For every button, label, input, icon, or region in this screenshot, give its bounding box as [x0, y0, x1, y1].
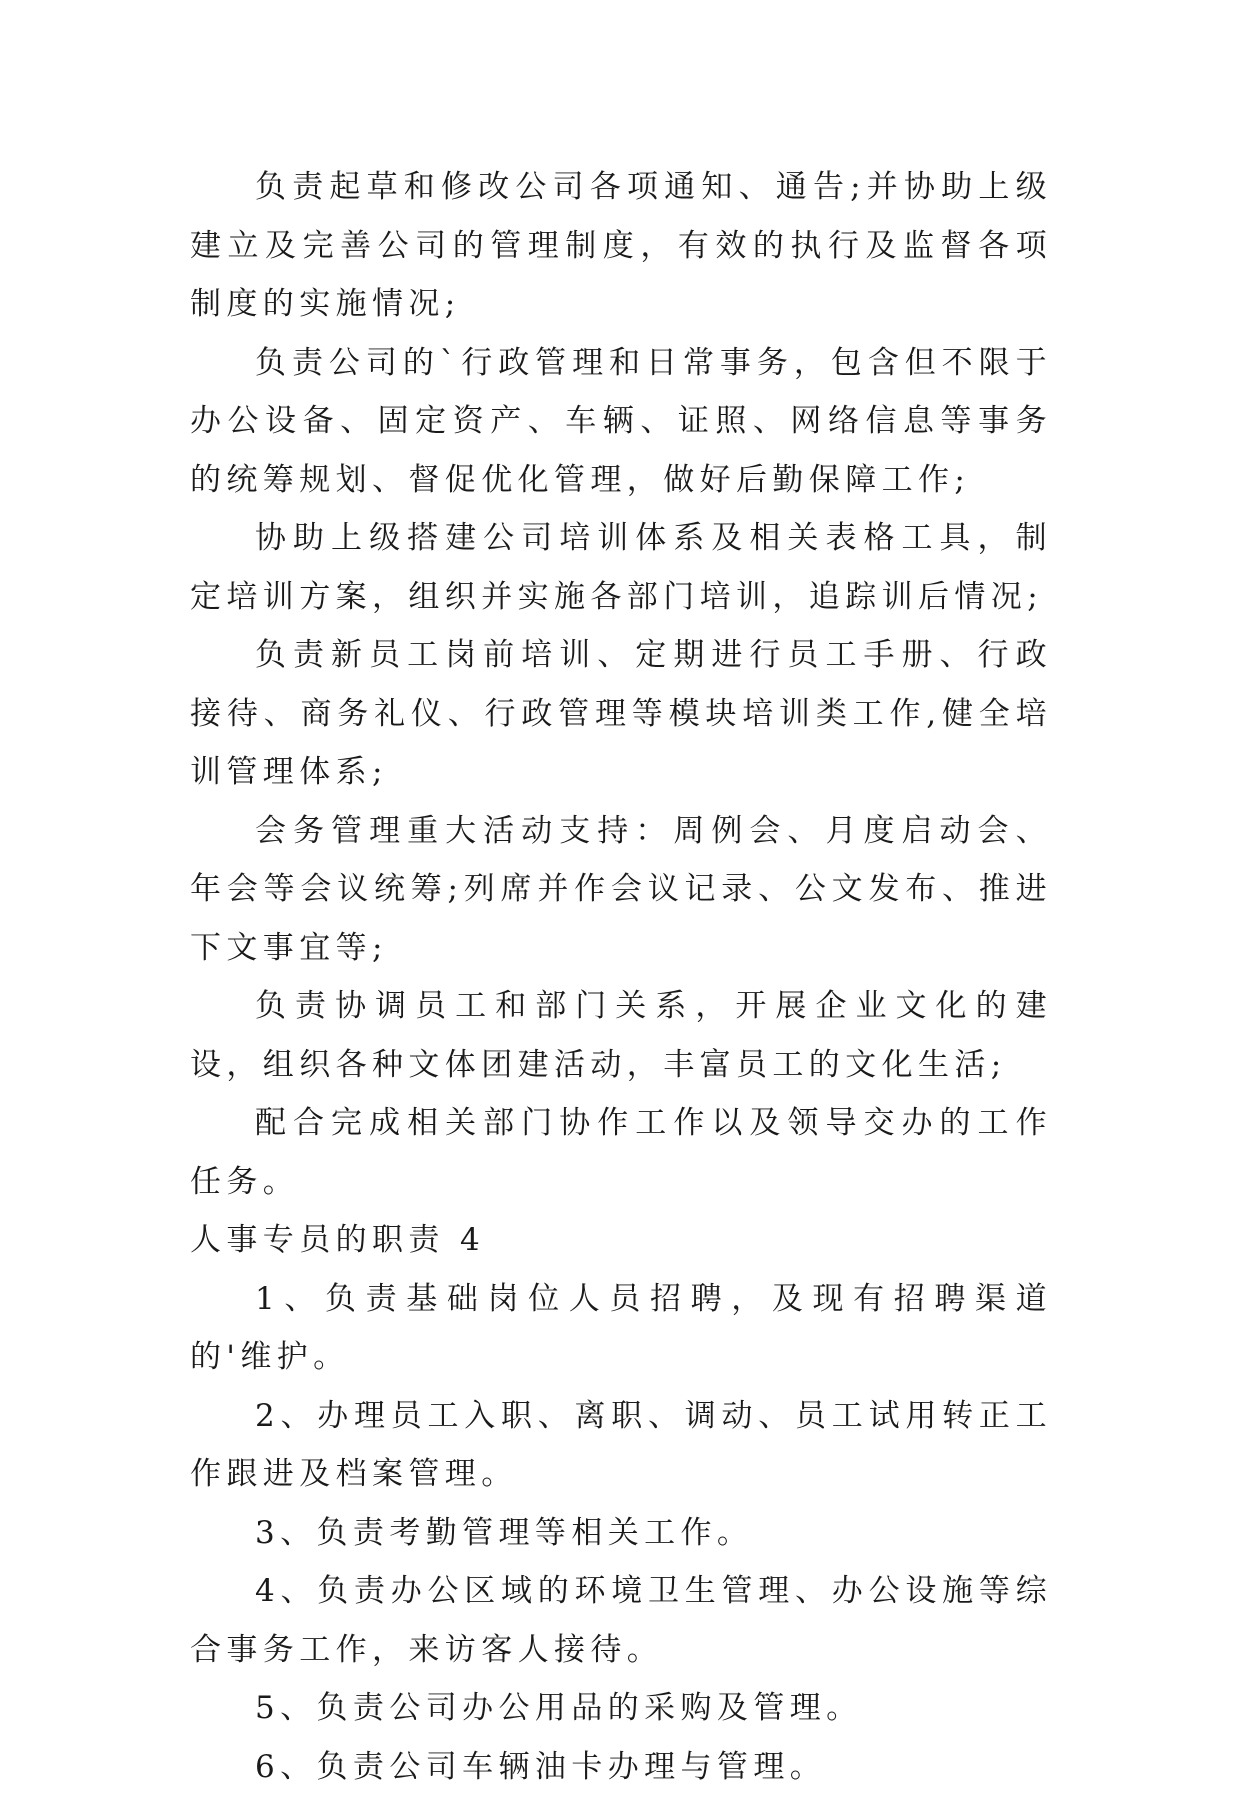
paragraph: 负责起草和修改公司各项通知、通告;并协助上级建立及完善公司的管理制度，有效的执行及监督各项制度的实施情况; [190, 158, 1052, 334]
list-item: 6、负责公司车辆油卡办理与管理。 [190, 1738, 1052, 1796]
paragraph: 负责协调员工和部门关系，开展企业文化的建设，组织各种文体团建活动，丰富员工的文化生活; [190, 977, 1052, 1094]
list-item: 3、负责考勤管理等相关工作。 [190, 1504, 1052, 1563]
document-body [190, 158, 1052, 1796]
paragraph: 配合完成相关部门协作工作以及领导交办的工作任务。 [190, 1094, 1052, 1211]
paragraph: 会务管理重大活动支持：周例会、月度启动会、年会等会议统筹;列席并作会议记录、公文发布、推进下文事宜等; [190, 802, 1052, 978]
list-item: 2、办理员工入职、离职、调动、员工试用转正工作跟进及档案管理。 [190, 1387, 1052, 1504]
paragraph: 负责公司的`行政管理和日常事务，包含但不限于办公设备、固定资产、车辆、证照、网络信息等事务的统筹规划、督促优化管理，做好后勤保障工作; [190, 334, 1052, 510]
section-heading: 人事专员的职责 4 [190, 1211, 1052, 1270]
list-item: 5、负责公司办公用品的采购及管理。 [190, 1679, 1052, 1738]
list-item: 1、负责基础岗位人员招聘，及现有招聘渠道的'维护。 [190, 1270, 1052, 1387]
paragraph: 负责新员工岗前培训、定期进行员工手册、行政接待、商务礼仪、行政管理等模块培训类工作,健全培训管理体系; [190, 626, 1052, 802]
list-item: 4、负责办公区域的环境卫生管理、办公设施等综合事务工作，来访客人接待。 [190, 1562, 1052, 1679]
paragraph: 协助上级搭建公司培训体系及相关表格工具，制定培训方案，组织并实施各部门培训，追踪训后情况; [190, 509, 1052, 626]
